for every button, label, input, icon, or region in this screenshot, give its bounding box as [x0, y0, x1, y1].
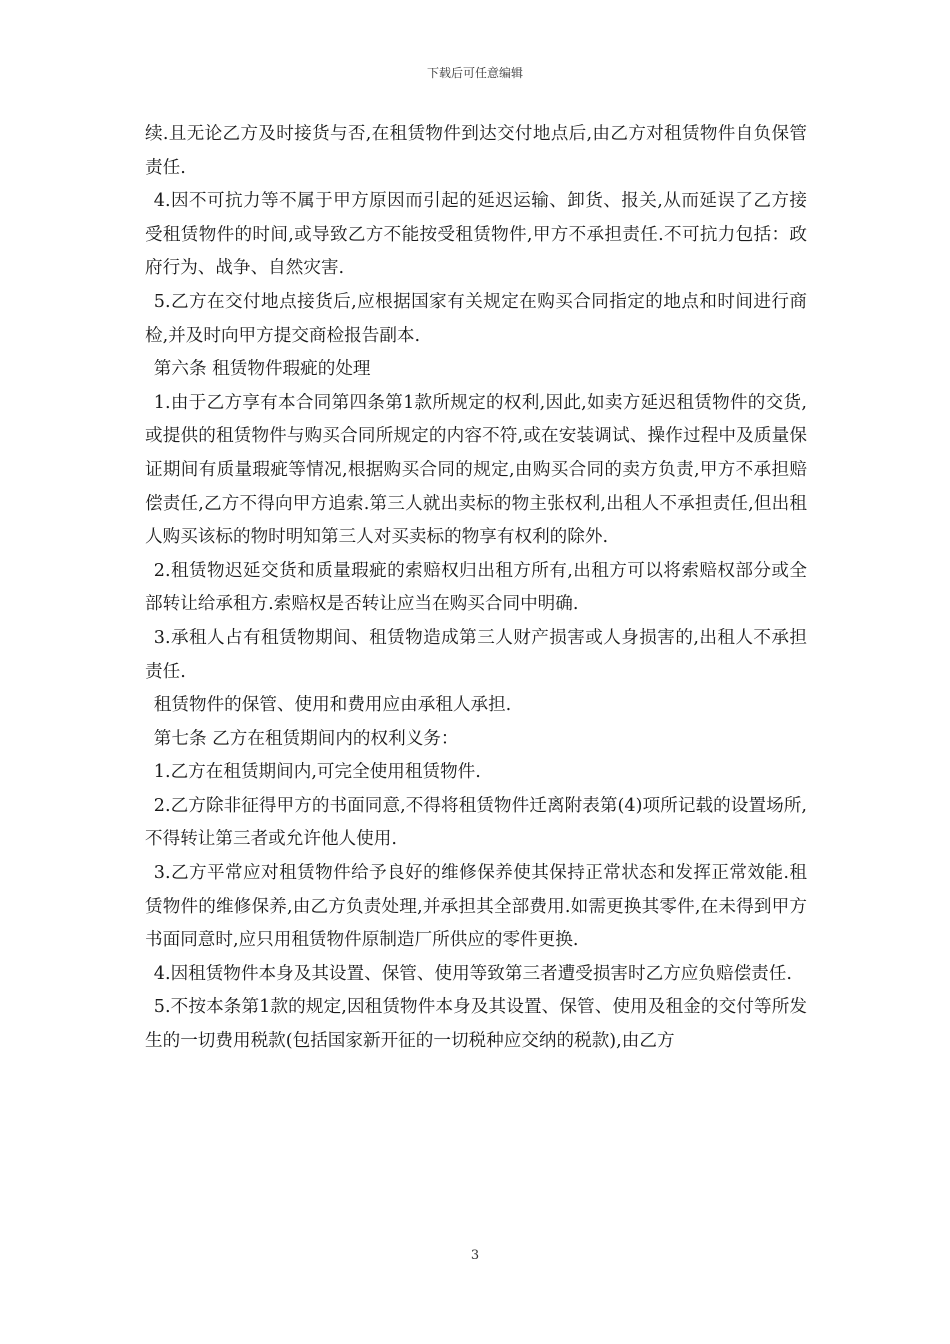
paragraph: 3.乙方平常应对租赁物件给予良好的维修保养使其保持正常状态和发挥正常效能.租赁物件的维修保养,由乙方负责处理,并承担其全部费用.如需更换其零件,在未得到甲方书面同意时,应只用租赁物件原制造厂所供应的零件更换.	[145, 863, 807, 951]
page-number: 3	[470, 1248, 480, 1263]
paragraph: 1.由于乙方享有本合同第四条第1款所规定的权利,因此,如卖方延迟租赁物件的交货,或提供的租赁物件与购买合同所规定的内容不符,或在安装调试、操作过程中及质量保证期间有质量瑕疵等情况,根据购买合同的规定,由购买合同的卖方负责,甲方不承担赔偿责任,乙方不得向甲方追索.第三人就出卖标的物主张权利,出租人不承担责任,但出租人购买该标的物时明知第三人对买卖标的物享有权利的除外.	[145, 392, 807, 548]
paragraph: 4.因不可抗力等不属于甲方原因而引起的延迟运输、卸货、报关,从而延误了乙方接受租赁物件的时间,或导致乙方不能按受租赁物件,甲方不承担责任.不可抗力包括：政府行为、战争、自然灾害.	[145, 191, 807, 279]
page-header: 下载后可任意编辑	[426, 66, 523, 80]
paragraph: 1.乙方在租赁期间内,可完全使用租赁物件.	[153, 762, 481, 783]
paragraph: 2.租赁物迟延交货和质量瑕疵的索赔权归出租方所有,出租方可以将索赔权部分或全部转让给承租方.索赔权是否转让应当在购买合同中明确.	[145, 560, 807, 615]
section-heading: 第六条 租赁物件瑕疵的处理	[153, 359, 371, 380]
paragraph: 3.承租人占有租赁物期间、租赁物造成第三人财产损害或人身损害的,出租人不承担责任.	[145, 627, 807, 682]
section-heading: 第七条 乙方在租赁期间内的权利义务：	[153, 728, 459, 749]
paragraph: 4.因租赁物件本身及其设置、保管、使用等致第三者遭受损害时乙方应负赔偿责任.	[153, 963, 792, 984]
paragraph: 2.乙方除非征得甲方的书面同意,不得将租赁物件迁离附表第(4)项所记载的设置场所,不得转让第三者或允许他人使用.	[145, 795, 807, 850]
paragraph: 续.且无论乙方及时接货与否,在租赁物件到达交付地点后,由乙方对租赁物件自负保管责任.	[145, 124, 807, 178]
paragraph: 5.乙方在交付地点接货后,应根据国家有关规定在购买合同指定的地点和时间进行商检,并及时向甲方提交商检报告副本.	[145, 291, 807, 346]
paragraph: 租赁物件的保管、使用和费用应由承租人承担.	[153, 695, 512, 716]
paragraph: 5.不按本条第1款的规定,因租赁物件本身及其设置、保管、使用及租金的交付等所发生的一切费用税款(包括国家新开征的一切税种应交纳的税款),由乙方	[145, 997, 807, 1052]
document-body	[145, 118, 807, 1059]
